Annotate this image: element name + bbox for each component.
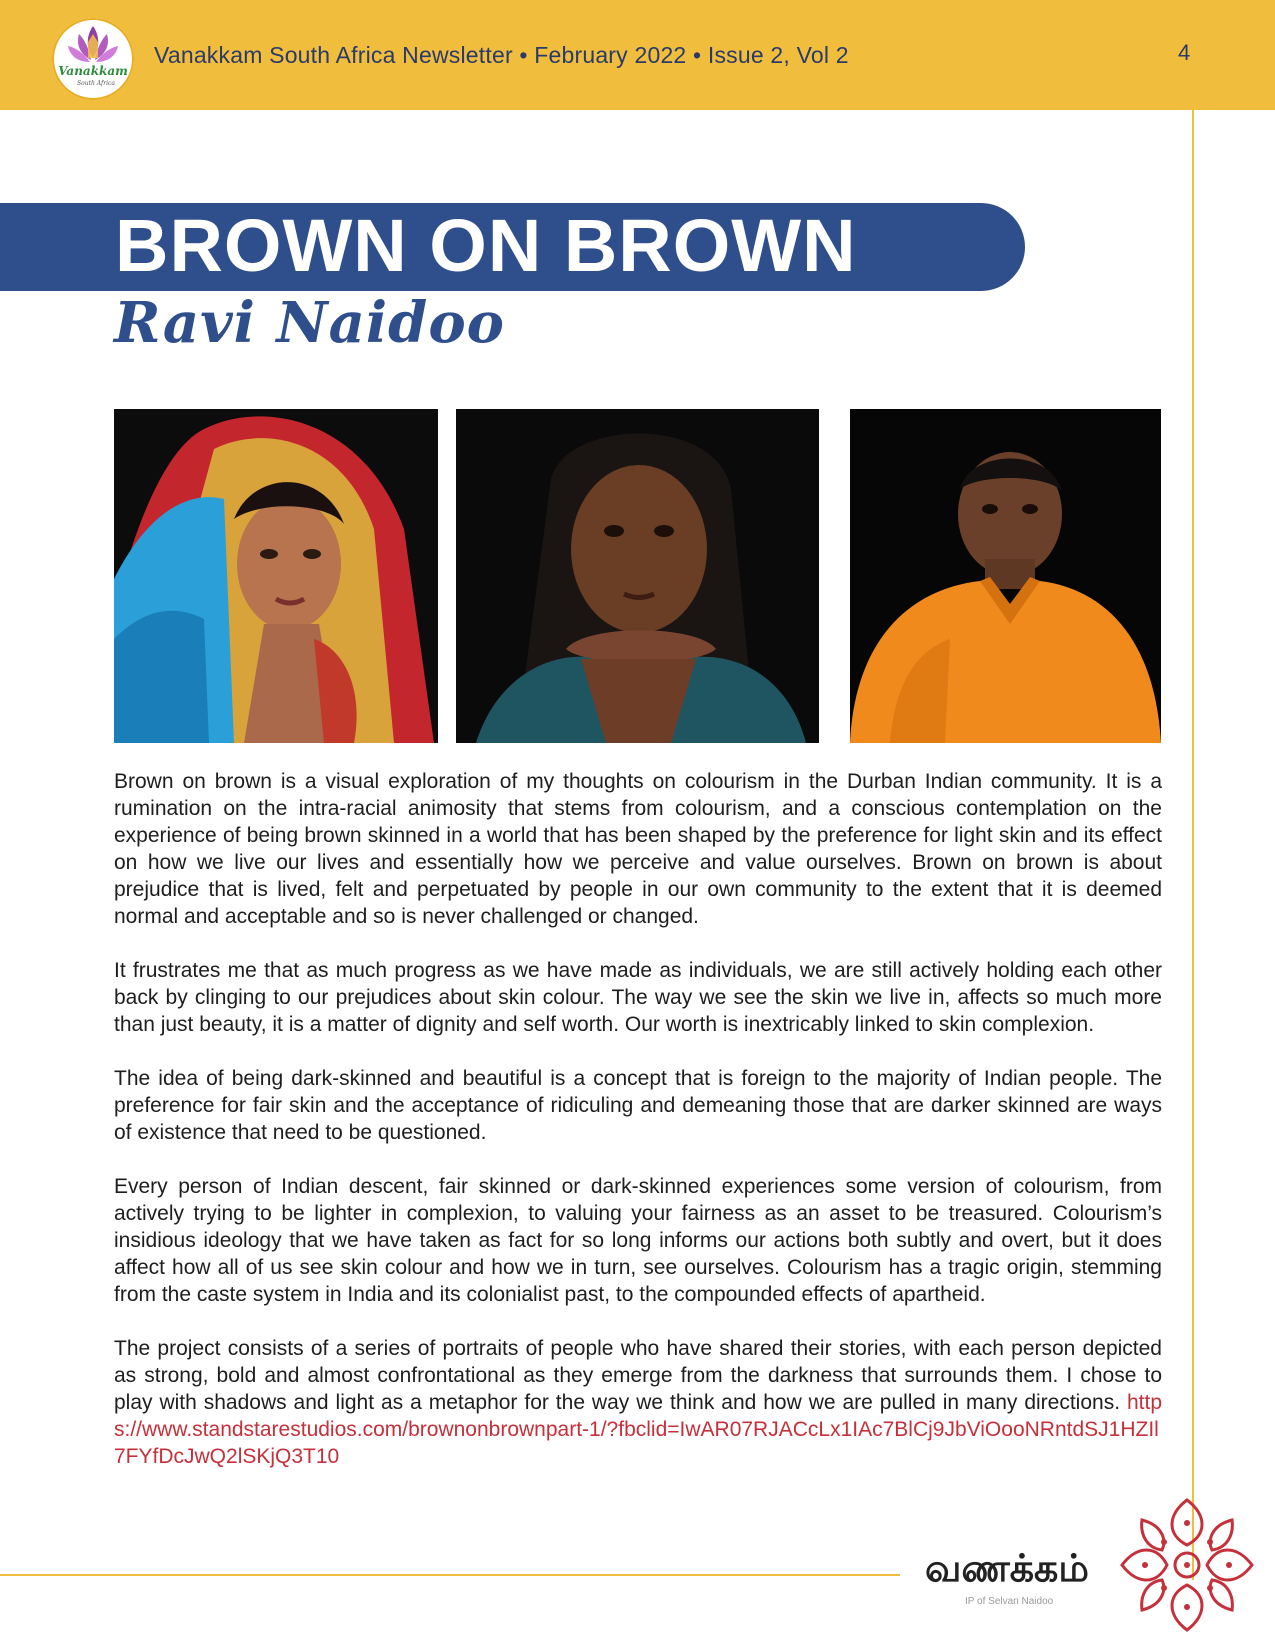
- article-paragraph: It frustrates me that as much progress as we have made as individuals, we are still actively holding each other back by clinging to our prejudices about skin colour. The way we see the skin we live in, affects so much more than just beauty, it is a matter of dignity and self worth. Our worth is inextricably linked to skin complexion.: [114, 959, 1162, 1036]
- publication-line: Vanakkam South Africa Newsletter • February 2022 • Issue 2, Vol 2: [154, 42, 849, 68]
- svg-text:South Africa: South Africa: [77, 80, 115, 87]
- article-paragraph: Brown on brown is a visual exploration of my thoughts on colourism in the Durban Indian community. It is a rumination on the intra-racial animosity that stems from colourism, and a conscious contemplation on the experience of being brown skinned in a world that has been shaped by the preference for light skin and its effect on how we live our lives and essentially how we perceive and value ourselves. Brown on brown is about prejudice that is lived, felt and perpetuated by people in our own community to the extent that it is deemed normal and acceptable and so is never challenged or changed.: [114, 770, 1162, 928]
- portrait-photo-woman-sari: [114, 409, 438, 743]
- article-body: [114, 768, 1162, 1497]
- article-paragraph: Every person of Indian descent, fair skinned or dark-skinned experiences some version of colourism, from actively trying to be lighter in complexion, to valuing your fairness as an asset to be treasured. Colourism’s insidious ideology that we have taken as fact for so long informs our actions both subtly and overt, but it does affect how all of us see skin colour and how we in turn, see ourselves. Colourism has a tragic origin, stemming from the caste system in India and its colonialist past, to the compounded effects of apartheid.: [114, 1175, 1162, 1306]
- portrait-photo-man-orange-shirt: [850, 409, 1161, 743]
- vanakkam-logo: [52, 18, 134, 100]
- svg-text:Vanakkam: Vanakkam: [58, 64, 128, 78]
- page-number: 4: [1178, 40, 1191, 65]
- kolam-motif-icon: [1112, 1490, 1262, 1640]
- article-title: BROWN ON BROWN: [115, 204, 857, 287]
- footer-tamil-wordmark: வணக்கம்: [925, 1548, 1089, 1590]
- article-paragraph-text: The project consists of a series of portraits of people who have shared their stories, with each person depicted as strong, bold and almost confrontational as they emerge from the darkness that surrounds them. I chose to play with shadows and light as a metaphor for the way we think and how we are pulled in many directions.: [114, 1337, 1162, 1414]
- article-author: Ravi Naidoo: [114, 290, 506, 356]
- footer-rule: [0, 1574, 900, 1576]
- article-paragraph: The idea of being dark-skinned and beautiful is a concept that is foreign to the majority of Indian people. The preference for fair skin and the acceptance of ridiculing and demeaning those that are darker skinned are ways of existence that need to be questioned.: [114, 1067, 1162, 1144]
- right-margin-rule: [1192, 110, 1194, 1580]
- footer-credit: IP of Selvan Naidoo: [965, 1596, 1054, 1607]
- article-paragraph-with-link: [114, 1335, 1162, 1470]
- portrait-photo-woman-hands: [456, 409, 819, 743]
- project-link[interactable]: https://www.standstarestudios.com/brownonbrownpart-1/?fbclid=IwAR07RJACcLx1IAc7BlCj9JbViOooNRntdSJ1HZIl7FYfDcJwQ2lSKjQ3T10: [114, 1391, 1162, 1468]
